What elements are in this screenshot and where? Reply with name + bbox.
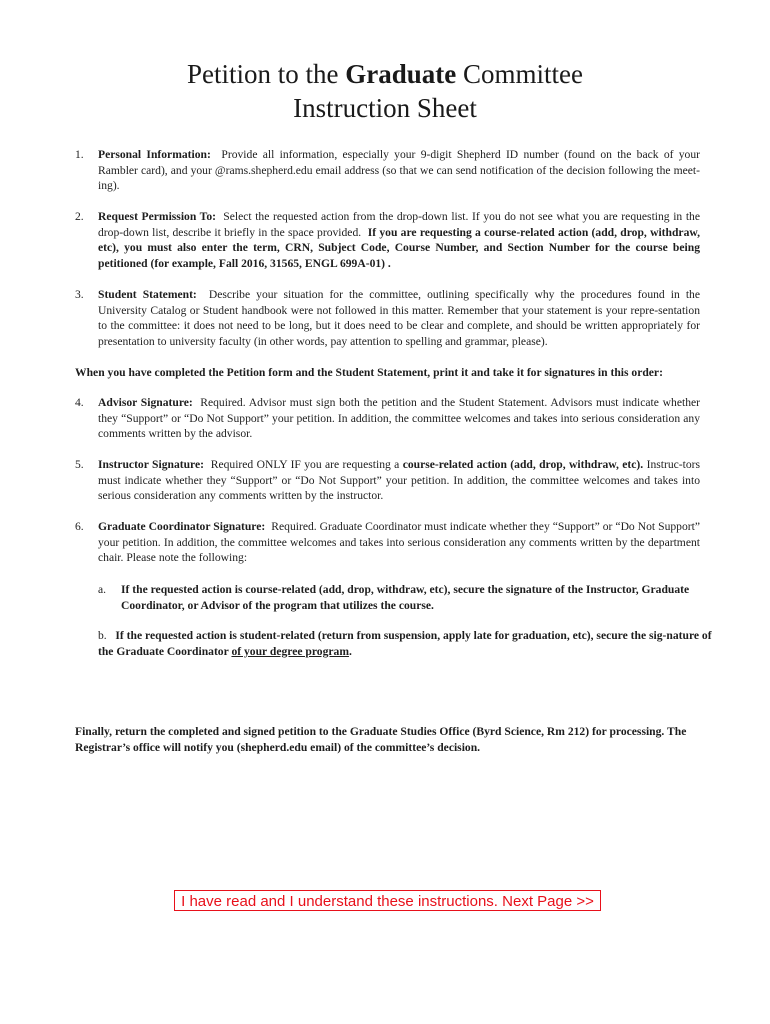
item-number: 1.: [75, 148, 84, 161]
item-text: Describe your situation for the committee, outlining specifically why the procedures found in the University Catalog or Student handbook were not followed in this matter. Remember that your statement is your repre-sentation to the committee: it does not need to be long, but it does need to be clear and complete, and should be written appropriately for presentation to university faculty (in other words, pay attention to spelling and grammar, please).: [98, 288, 700, 348]
item-bold-text: course-related action (add, drop, withdraw, etc).: [402, 458, 644, 471]
sub-item-underlined: of your degree program: [231, 644, 349, 658]
instruction-item-1: [75, 147, 700, 194]
item-number: 6.: [75, 520, 84, 533]
item-text: Required. Graduate Coordinator must indicate whether they “Support” or “Do Not Support” your petition. In addition, the committee welcomes and takes into serious consideration any comments written by the department chair. Please note the following:: [98, 520, 700, 564]
item-text-post: Instruc-tors must indicate whether they “Support” or “Do Not Support” your petition. In addition, the committee welcomes and takes into serious consideration any comments written by the instructor.: [98, 458, 701, 502]
sub-item-letter: b.: [98, 629, 107, 642]
title-text-pre: Petition to the: [187, 59, 346, 89]
item-text: Select the requested action from the drop-down list. If you do not see what you are requesting in the drop-down list, describe it briefly in the space provided.: [98, 210, 701, 239]
item-label: Request Permission To:: [98, 210, 217, 223]
item-number: 2.: [75, 210, 84, 223]
title-text-bold: Graduate: [345, 59, 457, 89]
final-instructions: Finally, return the completed and signed petition to the Graduate Studies Office (Byrd Science, Rm 212) for processing. The Registrar’s office will notify you (shepherd.edu email) of the committee’s decision.: [75, 725, 687, 754]
item-number: 3.: [75, 288, 84, 301]
instruction-item-6: [75, 519, 700, 566]
sub-item-text: If the requested action is student-related (return from suspension, apply late for graduation, etc), secure the sig-nature of the Graduate Coordinator: [98, 629, 712, 658]
item-label: Graduate Coordinator Signature:: [98, 520, 266, 533]
item-label: Advisor Signature:: [98, 396, 193, 409]
sub-item-end: .: [348, 644, 352, 658]
instruction-item-4: [75, 395, 700, 442]
sub-item-text: If the requested action is course-related (add, drop, withdraw, etc), secure the signature of the Instructor, Graduate Coordinator, or Advisor of the program that utilizes the course.: [121, 583, 690, 612]
sub-item-b: [98, 628, 718, 659]
sub-item-letter: a.: [98, 583, 107, 596]
item-number: 5.: [75, 458, 84, 471]
instruction-item-5: [75, 457, 700, 504]
signature-order-heading: When you have completed the Petition form and the Student Statement, print it and take it for signatures in this order:: [75, 366, 663, 379]
item-number: 4.: [75, 396, 84, 409]
item-label: Personal Information:: [98, 148, 211, 161]
item-label: Student Statement:: [98, 288, 197, 301]
item-text: Required. Advisor must sign both the petition and the Student Statement. Advisors must indicate whether they “Support” or “Do Not Support” your petition. In addition, the committee welcomes and takes into serious consideration any comments written by the advisor.: [98, 396, 700, 440]
sub-item-a: [98, 582, 718, 613]
instruction-item-2: [75, 209, 700, 271]
item-label: Instructor Signature:: [98, 458, 204, 471]
item-text: Provide all information, especially your 9-digit Shepherd ID number (found on the back of your Rambler card), and your @rams.shepherd.edu email address (so that we can send notification of the decision following the meet-ing).: [98, 148, 701, 192]
title-line-1: [0, 57, 770, 92]
instruction-item-3: [75, 287, 700, 349]
title-text-post: Committee: [456, 59, 583, 89]
item-bold-text: If you are requesting a course-related action (add, drop, withdraw, etc), you must also enter the term, CRN, Subject Code, Course Number, and Section Number for the course being petitioned (for example, Fall 2016, 31565, ENGL 699A-01) .: [98, 225, 700, 270]
item-text: Required ONLY IF you are requesting a: [210, 458, 400, 471]
title-line-2: Instruction Sheet: [293, 93, 477, 123]
next-page-button[interactable]: I have read and I understand these instructions. Next Page >>: [174, 890, 601, 911]
